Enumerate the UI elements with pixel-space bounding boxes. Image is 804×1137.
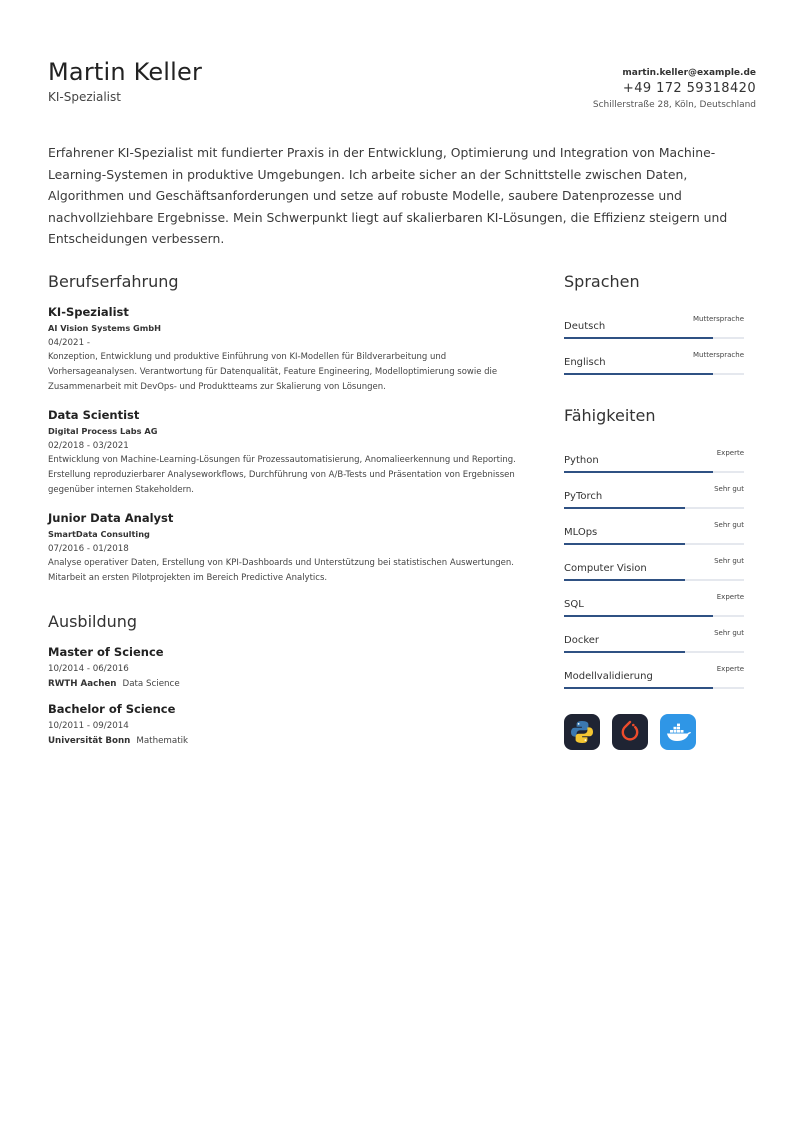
school-name: RWTH Aachen (48, 679, 117, 689)
languages-heading: Sprachen (564, 272, 640, 291)
skill-bar-fill (564, 579, 685, 581)
skill-level: Experte (716, 449, 744, 457)
job-description: Entwicklung von Machine-Learning-Lösungen für Prozessautomatisierung, Anomalieerkennung und Reporting. Erstellung reproduzierbarer Analyseworkflows, Durchführung von A/B-Tests und Präsentation von Ergebnissen gegenüber internen Stakeholdern. (48, 455, 516, 495)
language-list (564, 309, 744, 381)
skill-name: Python (564, 455, 599, 466)
skill-row (564, 623, 744, 659)
skills-heading: Fähigkeiten (564, 406, 656, 425)
skill-bar-fill (564, 507, 685, 509)
job-entry (48, 305, 538, 395)
skill-row (564, 479, 744, 515)
degree-title: Master of Science (48, 645, 164, 659)
job-entry (48, 408, 538, 498)
skill-bar-fill (564, 687, 713, 689)
skill-level: Muttersprache (693, 351, 744, 359)
tech-icons (564, 714, 696, 750)
skill-level: Sehr gut (714, 557, 744, 565)
education-heading: Ausbildung (48, 612, 138, 631)
skill-name: Englisch (564, 357, 606, 368)
job-title: KI-Spezialist (48, 305, 129, 319)
python-icon (564, 714, 600, 750)
skill-bar-track (564, 687, 744, 689)
contact-block (593, 68, 756, 110)
skill-row (564, 587, 744, 623)
docker-icon (660, 714, 696, 750)
email-link[interactable]: martin.keller@example.de (622, 68, 756, 78)
skill-bar-fill (564, 373, 713, 375)
skill-bar-fill (564, 651, 685, 653)
education-dates: 10/2011 - 09/2014 (48, 721, 129, 731)
skill-level: Sehr gut (714, 485, 744, 493)
skill-level: Muttersprache (693, 315, 744, 323)
education-entry (48, 645, 538, 690)
education-institution (48, 678, 538, 690)
skill-bar-track (564, 337, 744, 339)
job-description: Analyse operativer Daten, Erstellung von KPI-Dashboards und Unterstützung bei statistischen Auswertungen. Mitarbeit an ersten Pilotprojekten im Bereich Predictive Analytics. (48, 558, 515, 583)
skill-level: Sehr gut (714, 521, 744, 529)
skill-bar-track (564, 615, 744, 617)
skill-name: PyTorch (564, 491, 603, 502)
skill-bar-fill (564, 471, 713, 473)
phone-number: +49 172 59318420 (622, 81, 756, 96)
skill-bar-track (564, 373, 744, 375)
field-of-study: Mathematik (136, 736, 189, 746)
profile-summary: Erfahrener KI-Spezialist mit fundierter Praxis in der Entwicklung, Optimierung und Integration von Machine-Learning-Systemen in produktive Umgebungen. Ich arbeite sicher an der Schnittstelle zwischen Daten, Algorithmen und Geschäftsanforderungen und setze auf robuste Modelle, saubere Datenprozesse und nachvollziehbare Ergebnisse. Mein Schwerpunkt liegt auf skalierbaren KI-Lösungen, die Effizienz steigern und Entscheidungen verbessern. (48, 145, 728, 246)
skill-row (564, 443, 744, 479)
skill-level: Sehr gut (714, 629, 744, 637)
job-company: Digital Process Labs AG (48, 426, 158, 436)
skill-row (564, 309, 744, 345)
skill-name: Modellvalidierung (564, 671, 653, 682)
education-dates: 10/2014 - 06/2016 (48, 664, 129, 674)
job-dates: 02/2018 - 03/2021 (48, 441, 129, 451)
education-institution (48, 735, 538, 747)
skill-bar-track (564, 507, 744, 509)
skill-name: MLOps (564, 527, 598, 538)
skill-name: SQL (564, 599, 584, 610)
skills-section (564, 406, 744, 695)
left-column (48, 272, 538, 759)
address: Schillerstraße 28, Köln, Deutschland (592, 100, 756, 110)
education-section (48, 612, 538, 747)
job-title: Data Scientist (48, 408, 140, 422)
skill-row (564, 515, 744, 551)
skill-bar-track (564, 579, 744, 581)
skill-row (564, 659, 744, 695)
skill-bar-track (564, 651, 744, 653)
skill-bar-track (564, 471, 744, 473)
person-title: KI-Spezialist (48, 90, 121, 104)
right-column (564, 272, 744, 695)
job-company: SmartData Consulting (48, 529, 150, 539)
school-name: Universität Bonn (48, 736, 131, 746)
skill-name: Deutsch (564, 321, 606, 332)
person-name: Martin Keller (48, 58, 203, 86)
pytorch-icon (612, 714, 648, 750)
skill-row (564, 551, 744, 587)
skill-bar-fill (564, 543, 685, 545)
skill-name: Docker (564, 635, 600, 646)
education-entry (48, 702, 538, 747)
skill-bar-fill (564, 615, 713, 617)
degree-title: Bachelor of Science (48, 702, 176, 716)
skill-level: Experte (716, 593, 744, 601)
skill-bar-fill (564, 337, 713, 339)
skill-list (564, 443, 744, 695)
experience-heading: Berufserfahrung (48, 272, 179, 291)
job-dates: 04/2021 - (48, 338, 90, 348)
skill-name: Computer Vision (564, 563, 647, 574)
job-dates: 07/2016 - 01/2018 (48, 544, 129, 554)
job-description: Konzeption, Entwicklung und produktive Einführung von KI-Modellen für Bildverarbeitung und Vorhersageanalysen. Verantwortung für Datenqualität, Feature Engineering, Modelloptimierung sowie die Zusammenarbeit mit DevOps- und Produktteams zur Skalierung von Lösungen. (48, 352, 498, 392)
skill-row (564, 345, 744, 381)
job-title: Junior Data Analyst (48, 511, 174, 525)
job-entry (48, 511, 538, 586)
job-company: AI Vision Systems GmbH (48, 323, 162, 333)
skill-bar-track (564, 543, 744, 545)
field-of-study: Data Science (122, 679, 180, 689)
skill-level: Experte (716, 665, 744, 673)
